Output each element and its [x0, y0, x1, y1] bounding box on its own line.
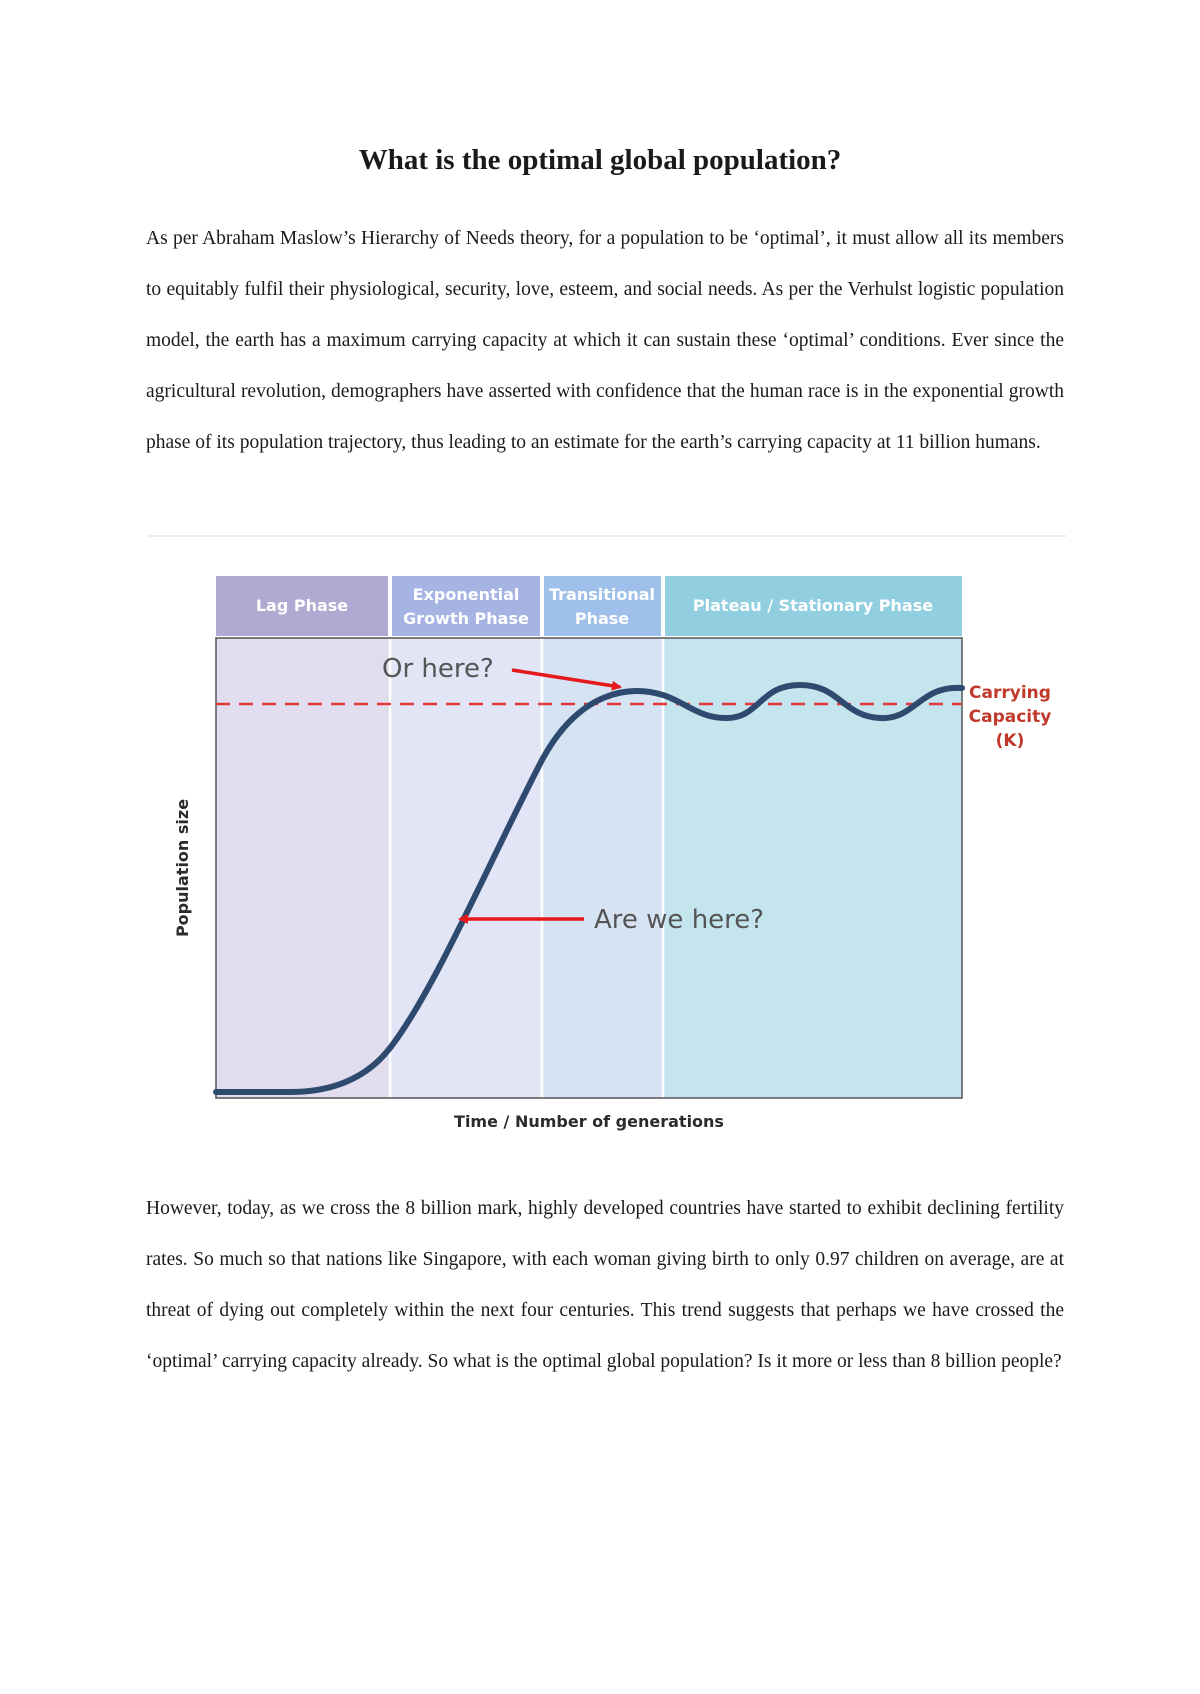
page-title: What is the optimal global population? [358, 144, 842, 176]
band-lag [216, 638, 390, 1098]
annotation-or-here: Or here? [382, 654, 494, 684]
logistic-growth-figure [160, 560, 1080, 1140]
intro-paragraph: As per Abraham Maslow’s Hierarchy of Needs theory, for a population to be ‘optimal’, it must allow all its members to equitably fulfil their physiological, security, love, esteem, and social needs. As per the Verhulst logistic population model, the earth has a maximum carrying capacity at which it can sustain these ‘optimal’ conditions. Ever since the agricultural revolution, demographers have asserted with confidence that the human race is in the exponential growth phase of its population trajectory, thus leading to an estimate for the earth’s carrying capacity at 11 billion humans. [146, 228, 1064, 453]
capacity-label-3: (K) [995, 731, 1025, 751]
annotation-are-we-here: Are we here? [594, 905, 765, 935]
band-transitional [542, 638, 663, 1098]
phase-label-plateau: Plateau / Stationary Phase [692, 596, 934, 615]
y-axis-label: Population size [173, 798, 192, 938]
phase-label-lag: Lag Phase [255, 596, 349, 615]
capacity-label-2: Capacity [968, 707, 1052, 727]
section-divider [148, 535, 1066, 537]
capacity-label-1: Carrying [969, 683, 1051, 703]
band-exponential [390, 638, 542, 1098]
logistic-growth-chart [160, 560, 1080, 1140]
phase-label-exponential-2: Growth Phase [403, 609, 529, 628]
phase-label-exponential-1: Exponential [412, 585, 520, 604]
phase-label-transitional-2: Phase [574, 609, 630, 628]
phase-label-transitional-1: Transitional [548, 585, 656, 604]
conclusion-paragraph: However, today, as we cross the 8 billion mark, highly developed countries have started to exhibit declining fertility rates. So much so that nations like Singapore, with each woman giving birth to only 0.97 children on average, are at threat of dying out completely within the next four centuries. This trend suggests that perhaps we have crossed the ‘optimal’ carrying capacity already. So what is the optimal global population? Is it more or less than 8 billion people? [146, 1198, 1064, 1372]
x-axis-label: Time / Number of generations [454, 1112, 724, 1131]
